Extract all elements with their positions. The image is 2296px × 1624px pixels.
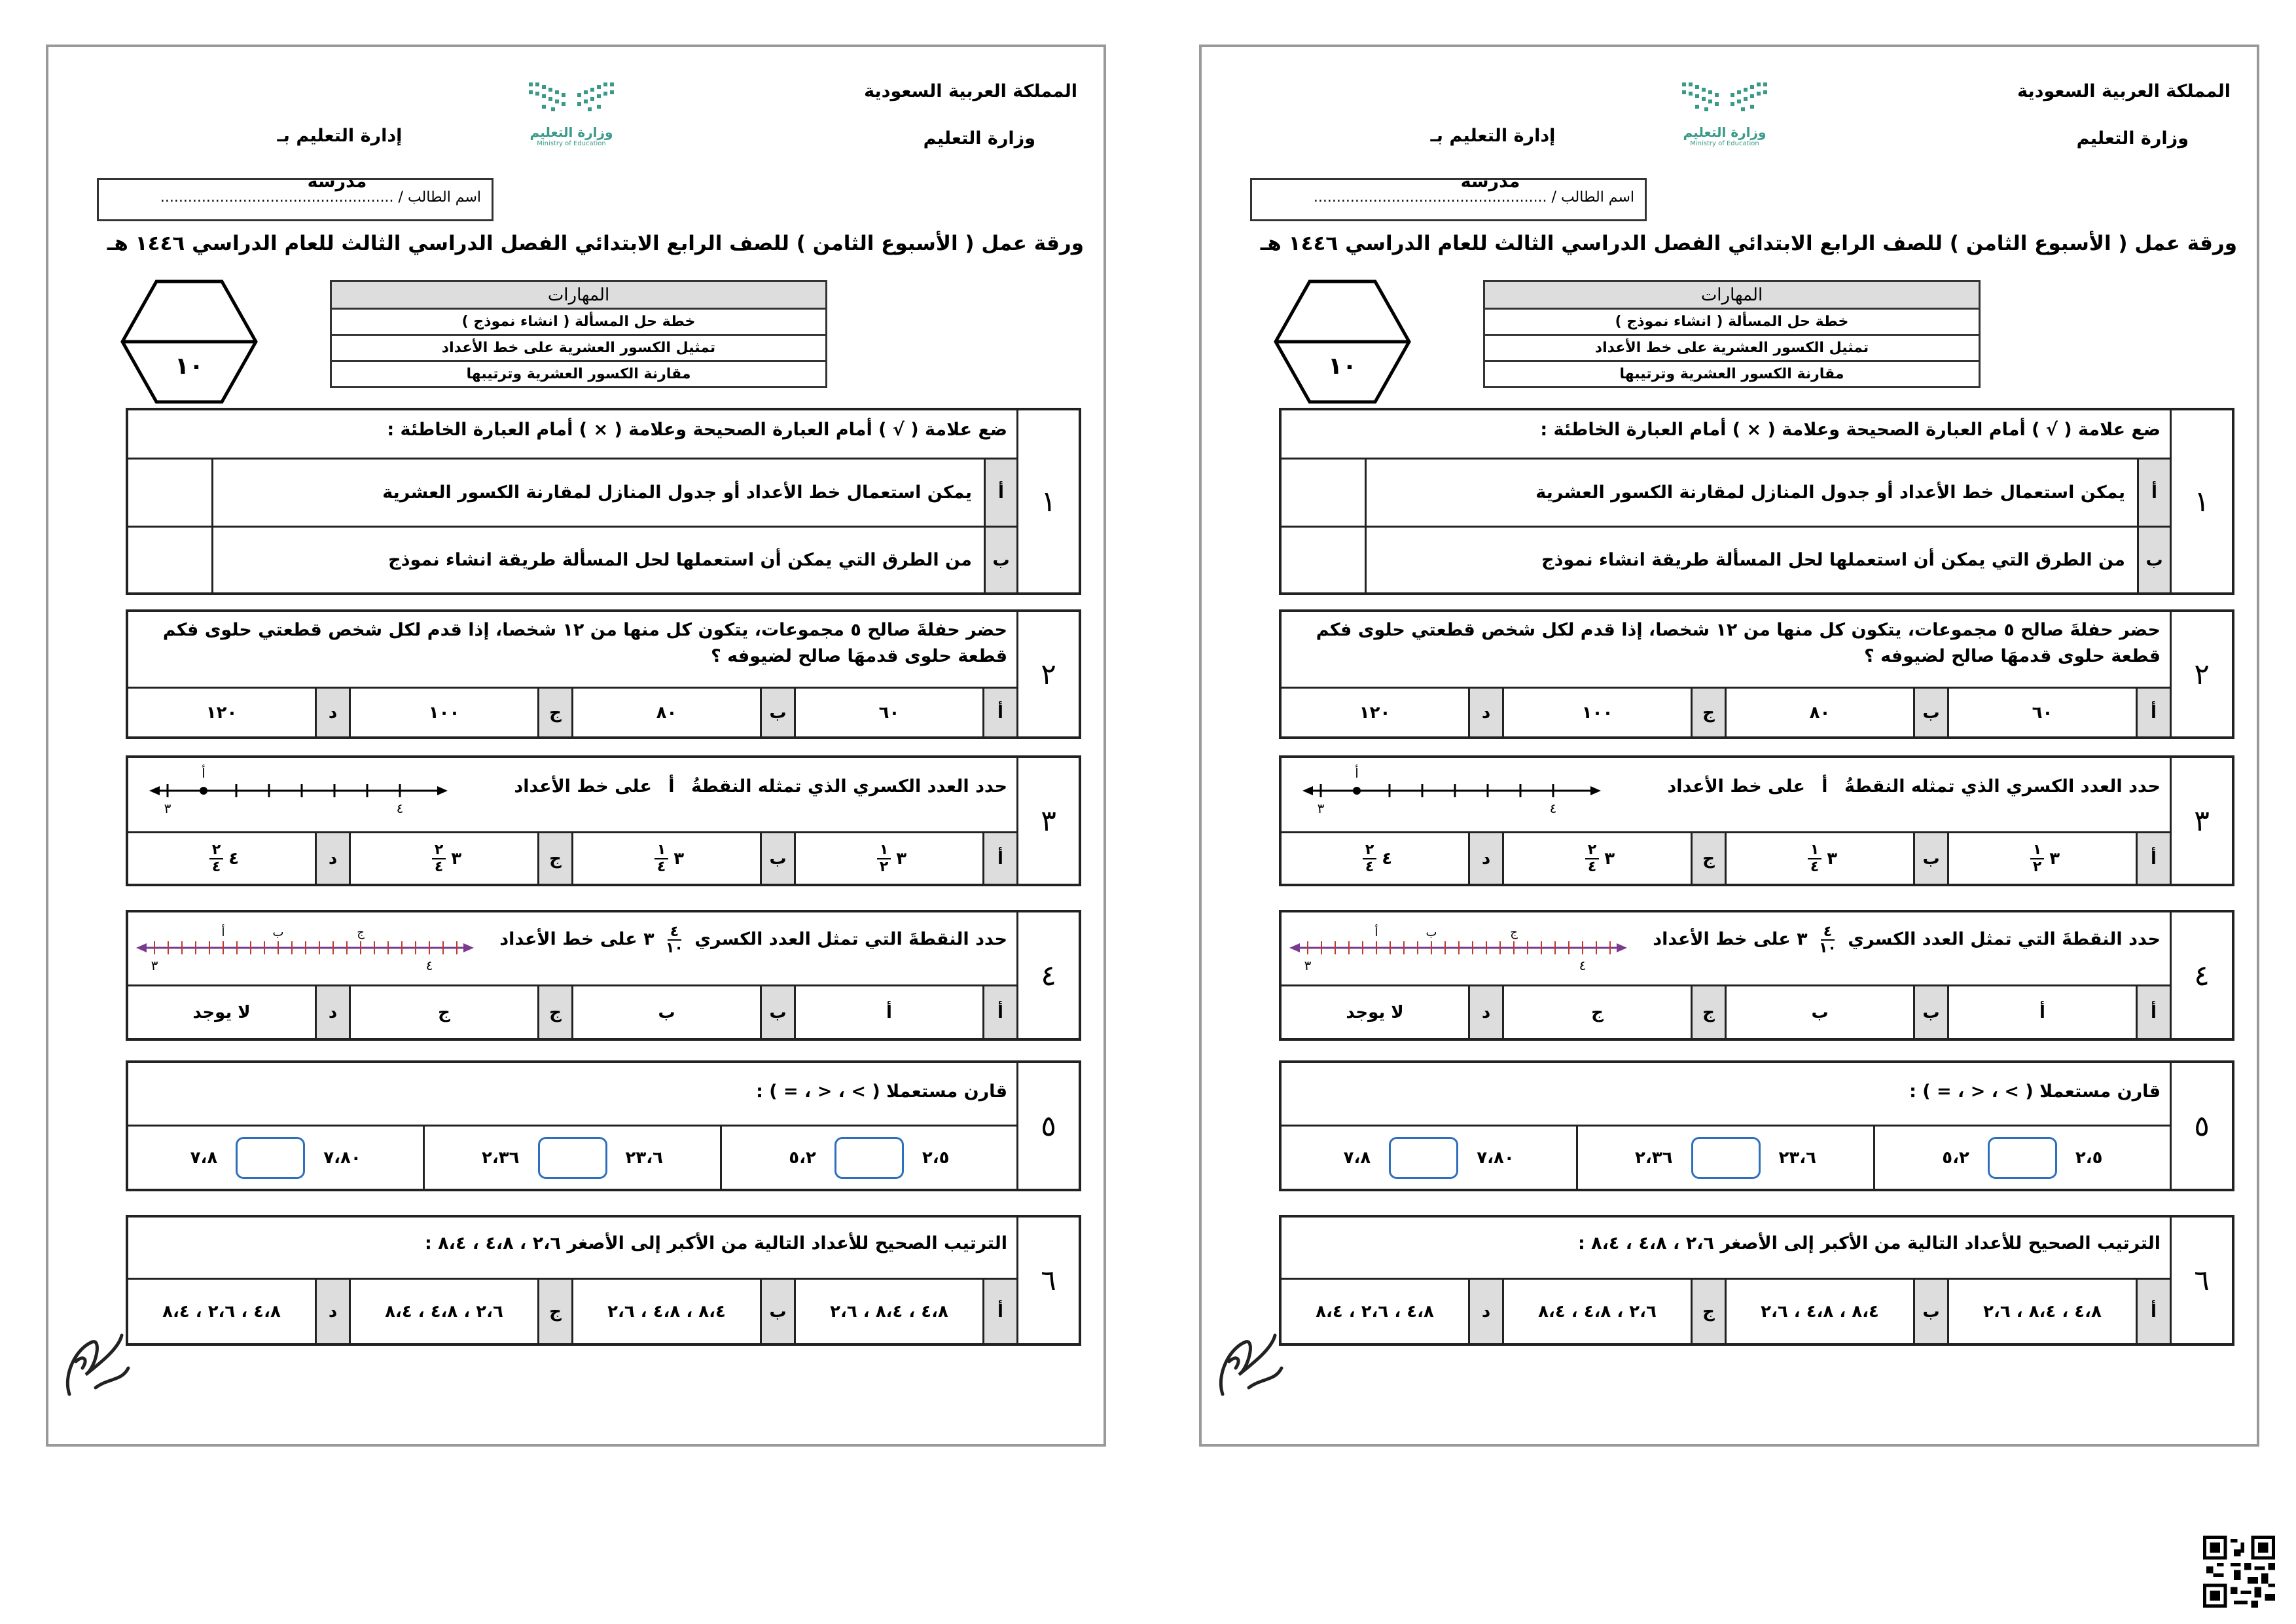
point-a-label: أ xyxy=(1355,765,1359,781)
ministry-logo xyxy=(522,76,620,148)
worksheet-page-left xyxy=(46,45,1106,1447)
option-c[interactable]: ١٠٠ xyxy=(1502,689,1691,736)
option-c[interactable]: ١٠٠ xyxy=(349,689,537,736)
fraction-numerator: ١ xyxy=(1808,842,1821,859)
skill-item: مقارنة الكسور العشرية وترتيبها xyxy=(1484,361,1980,388)
fraction xyxy=(655,842,668,874)
question-text-line: حضر حفلةَ صالح ٥ مجموعات، يتكون كل منها من ١٢ شخصا، إذا قدم لكل شخص قطعتي حلوى فكم xyxy=(162,620,1007,640)
question-6 xyxy=(1279,1215,2234,1346)
statement-text: يمكن استعمال خط الأعداد أو جدول المنازل لمقارنة الكسور العشرية xyxy=(211,460,984,526)
statement-text: من الطرق التي يمكن أن استعملها لحل المسألة طريقة انشاء نموذج xyxy=(211,528,984,592)
question-text-part: حدد النقطةَ التي تمثل العدد الكسري xyxy=(1848,929,2161,950)
school-label: مدرسة xyxy=(1460,171,1520,192)
option-c[interactable]: ج xyxy=(349,986,537,1038)
fraction xyxy=(432,842,446,874)
fraction xyxy=(877,842,891,874)
worksheet-page-right xyxy=(1199,45,2259,1447)
point-a-marker xyxy=(200,787,207,795)
question-4 xyxy=(126,910,1081,1041)
hexagon-shape xyxy=(1274,280,1411,404)
skills-header: المهارات xyxy=(1484,281,1980,309)
option-label: د xyxy=(1468,986,1502,1038)
answer-cell[interactable] xyxy=(1282,460,1365,526)
fraction-denominator: ٤ xyxy=(1365,858,1374,875)
compare-answer-box[interactable] xyxy=(1988,1137,2057,1179)
logo-english-text: Ministry of Education xyxy=(537,140,606,147)
hexagon-shape xyxy=(120,280,258,404)
skill-item: تمثيل الكسور العشرية على خط الأعداد xyxy=(1484,335,1980,361)
option-label: ج xyxy=(1691,833,1725,884)
question-6 xyxy=(126,1215,1081,1346)
options-row xyxy=(1282,984,2170,1038)
option-label: د xyxy=(1468,689,1502,736)
point-c-label: ج xyxy=(1510,926,1518,939)
option-b[interactable]: ب xyxy=(1725,986,1913,1038)
question-number: ١ xyxy=(1016,410,1079,592)
question-text-part: على خط الأعداد xyxy=(514,776,652,797)
point-a-label: أ xyxy=(221,926,225,939)
question-text: قارن مستعملا ( > ، < ، = ) : xyxy=(756,1081,1007,1102)
fraction-numerator: ٤ xyxy=(1821,924,1835,941)
option-label: ب xyxy=(760,689,794,736)
options-row xyxy=(128,831,1016,884)
option-label: ب xyxy=(2137,528,2170,592)
fraction xyxy=(2030,842,2044,874)
option-label: أ xyxy=(2136,986,2170,1038)
option-label: ب xyxy=(760,1280,794,1343)
logo-arabic-text: وزارة التعليم xyxy=(529,124,613,140)
option-label: د xyxy=(315,689,349,736)
fraction-numerator: ٤ xyxy=(668,924,681,941)
question-number: ٣ xyxy=(2170,758,2232,884)
compare-pair xyxy=(1282,1127,1576,1189)
question-1 xyxy=(126,408,1081,595)
compare-left: ٧،٨٠ xyxy=(323,1147,361,1168)
fraction-numerator: ١ xyxy=(655,842,668,859)
fraction-numerator: ٢ xyxy=(1363,842,1376,859)
question-1 xyxy=(1279,408,2234,595)
option-a[interactable]: ٤،٨ ، ٨،٤ ، ٢،٦ xyxy=(794,1280,982,1343)
compare-pair xyxy=(1873,1127,2170,1189)
option-a[interactable]: أ xyxy=(794,986,982,1038)
fraction xyxy=(1819,924,1837,956)
option-label: ج xyxy=(1691,1280,1725,1343)
ministry-logo-icon xyxy=(1676,76,1774,122)
skills-table xyxy=(330,280,827,388)
option-d[interactable]: لا يوجد xyxy=(1346,1002,1404,1022)
question-number: ٥ xyxy=(2170,1063,2232,1189)
compare-right: ٧،٨ xyxy=(1343,1147,1371,1168)
option-label: أ xyxy=(982,689,1016,736)
ministry-label: وزارة التعليم xyxy=(2076,128,2189,149)
option-d[interactable]: لا يوجد xyxy=(192,1002,251,1022)
option-b[interactable] xyxy=(1725,833,1913,884)
compare-left: ٢،٥ xyxy=(922,1147,950,1168)
point-label: أ xyxy=(668,776,675,797)
kingdom-label: المملكة العربية السعودية xyxy=(864,81,1077,101)
question-text-part: على خط الأعداد xyxy=(499,929,637,950)
compare-right: ٧،٨ xyxy=(190,1147,218,1168)
question-number: ٤ xyxy=(2170,912,2232,1038)
option-a[interactable]: أ xyxy=(1947,986,2136,1038)
mixed-whole: ٤ xyxy=(1382,848,1393,869)
compare-pair xyxy=(1576,1127,1873,1189)
option-b[interactable]: ب xyxy=(571,986,760,1038)
option-label: أ xyxy=(2136,1280,2170,1343)
question-text: قارن مستعملا ( > ، < ، = ) : xyxy=(1909,1081,2161,1102)
question-text xyxy=(128,612,1016,675)
question-text-part: حدد العدد الكسري الذي تمثله النقطةُ xyxy=(691,776,1007,797)
question-number: ٤ xyxy=(1016,912,1079,1038)
question-3 xyxy=(126,755,1081,886)
option-c[interactable]: ٢،٦ ، ٤،٨ ، ٨،٤ xyxy=(1502,1280,1691,1343)
option-label: ج xyxy=(537,1280,571,1343)
fraction-numerator: ٢ xyxy=(1585,842,1599,859)
fraction xyxy=(666,924,683,956)
compare-right: ٢،٣٦ xyxy=(1635,1147,1673,1168)
option-label: ج xyxy=(1691,986,1725,1038)
compare-left: ٧،٨٠ xyxy=(1477,1147,1515,1168)
compare-row xyxy=(1282,1125,2170,1189)
mixed-whole: ٣ xyxy=(2049,848,2060,869)
skill-item: خطة حل المسألة ( انشاء نموذج ) xyxy=(1484,309,1980,335)
compare-right: ٢،٣٦ xyxy=(482,1147,520,1168)
option-a[interactable]: ٦٠ xyxy=(1947,689,2136,736)
school-label: مدرسة xyxy=(307,171,367,192)
statement-text: من الطرق التي يمكن أن استعملها لحل المسألة طريقة انشاء نموذج xyxy=(1365,528,2137,592)
compare-left: ٢٣،٦ xyxy=(1778,1147,1816,1168)
skill-item: مقارنة الكسور العشرية وترتيبها xyxy=(331,361,827,388)
axis-label-end: ٤ xyxy=(425,958,433,973)
statement-row xyxy=(1282,526,2170,592)
mixed-whole: ٣ xyxy=(1797,929,1808,950)
option-b[interactable]: ٨٠ xyxy=(571,689,760,736)
mixed-whole: ٣ xyxy=(896,848,907,869)
question-text-part: على خط الأعداد xyxy=(1653,929,1791,950)
compare-answer-box[interactable] xyxy=(1691,1137,1761,1179)
score-box xyxy=(1274,280,1411,404)
fraction xyxy=(209,842,223,874)
option-label: ب xyxy=(984,528,1016,592)
answer-cell[interactable] xyxy=(128,528,211,592)
option-c[interactable]: ج xyxy=(1502,986,1691,1038)
option-label: د xyxy=(1468,833,1502,884)
fraction-denominator: ٤ xyxy=(1810,858,1820,875)
option-label: أ xyxy=(2137,460,2170,526)
option-c[interactable]: ٢،٦ ، ٤،٨ ، ٨،٤ xyxy=(349,1280,537,1343)
question-text-line: قطعة حلوى قدمهَا صالح لضيوفه ؟ xyxy=(1864,646,2161,666)
question-text: ضع علامة ( √ ) أمام العبارة الصحيحة وعلامة ( × ) أمام العبارة الخاطئة : xyxy=(1540,420,2161,440)
axis-label-end: ٤ xyxy=(1579,958,1587,973)
compare-answer-box[interactable] xyxy=(1389,1137,1458,1179)
option-label: ج xyxy=(537,833,571,884)
fraction-denominator: ١٠ xyxy=(666,940,683,957)
option-a[interactable]: ٤،٨ ، ٨،٤ ، ٢،٦ xyxy=(1947,1280,2136,1343)
fraction-numerator: ١ xyxy=(877,842,891,859)
question-text: ضع علامة ( √ ) أمام العبارة الصحيحة وعلامة ( × ) أمام العبارة الخاطئة : xyxy=(387,420,1007,440)
option-label: ب xyxy=(1913,1280,1947,1343)
option-c[interactable] xyxy=(349,833,537,884)
worksheet-title: ورقة عمل ( الأسبوع الثامن ) للصف الرابع الابتدائي الفصل الدراسي الثالث للعام الدراسي ١٤٤٦ هـ xyxy=(107,232,1084,255)
fraction-denominator: ٢ xyxy=(2032,858,2042,875)
option-d[interactable]: ١٢٠ xyxy=(1359,702,1391,723)
compare-pair xyxy=(423,1127,719,1189)
skills-table xyxy=(1483,280,1981,388)
number-line-q3 xyxy=(148,763,449,822)
edu-admin-label: إدارة التعليم بـ xyxy=(277,126,403,146)
option-b[interactable]: ٨،٤ ، ٤،٨ ، ٢،٦ xyxy=(571,1280,760,1343)
fraction-numerator: ٢ xyxy=(432,842,446,859)
point-label: أ xyxy=(1821,776,1828,797)
skills-header: المهارات xyxy=(331,281,827,309)
signature-icon xyxy=(1210,1322,1295,1414)
option-label: ب xyxy=(760,833,794,884)
option-label: د xyxy=(315,833,349,884)
point-b-label: ب xyxy=(1426,926,1437,939)
signature-icon xyxy=(56,1322,141,1414)
statement-row xyxy=(128,526,1016,592)
question-4 xyxy=(1279,910,2234,1041)
fraction-denominator: ٤ xyxy=(211,858,221,875)
fraction-numerator: ١ xyxy=(2030,842,2044,859)
student-name-field[interactable]: اسم الطالب / ................................................... xyxy=(1250,178,1647,221)
question-number: ١ xyxy=(2170,410,2232,592)
statement-text: يمكن استعمال خط الأعداد أو جدول المنازل لمقارنة الكسور العشرية xyxy=(1365,460,2137,526)
question-text-part: حدد العدد الكسري الذي تمثله النقطةُ xyxy=(1844,776,2161,797)
question-2 xyxy=(126,609,1081,739)
compare-row xyxy=(128,1125,1016,1189)
compare-right: ٥،٢ xyxy=(1942,1147,1969,1168)
logo-arabic-text: وزارة التعليم xyxy=(1683,124,1767,140)
question-2 xyxy=(1279,609,2234,739)
option-d[interactable]: ١٢٠ xyxy=(206,702,238,723)
question-3 xyxy=(1279,755,2234,886)
option-label: د xyxy=(315,1280,349,1343)
axis-label-end: ٤ xyxy=(396,801,404,816)
fraction-denominator: ١٠ xyxy=(1819,940,1837,957)
option-label: أ xyxy=(982,833,1016,884)
number-line-q3 xyxy=(1301,763,1602,822)
question-text-line: حضر حفلةَ صالح ٥ مجموعات، يتكون كل منها من ١٢ شخصا، إذا قدم لكل شخص قطعتي حلوى فكم xyxy=(1316,620,2161,640)
point-c-label: ج xyxy=(357,926,365,939)
option-b[interactable] xyxy=(571,833,760,884)
question-number: ٢ xyxy=(2170,612,2232,736)
point-a-label: أ xyxy=(1374,926,1378,939)
question-text-line: قطعة حلوى قدمهَا صالح لضيوفه ؟ xyxy=(711,646,1007,666)
mixed-whole: ٣ xyxy=(643,929,655,950)
question-number: ٦ xyxy=(2170,1218,2232,1343)
score-value: ١٠ xyxy=(1328,353,1357,380)
option-label: أ xyxy=(2136,833,2170,884)
option-label: أ xyxy=(982,1280,1016,1343)
axis-label-start: ٣ xyxy=(164,801,171,816)
option-b[interactable]: ٨٠ xyxy=(1725,689,1913,736)
option-label: د xyxy=(1468,1280,1502,1343)
fraction-denominator: ٤ xyxy=(434,858,444,875)
score-box xyxy=(120,280,258,404)
statement-row xyxy=(1282,458,2170,526)
option-label: ب xyxy=(1913,833,1947,884)
options-row xyxy=(128,687,1016,736)
option-d[interactable]: ٤،٨ ، ٢،٦ ، ٨،٤ xyxy=(162,1301,281,1322)
option-a[interactable] xyxy=(794,833,982,884)
question-number: ٥ xyxy=(1016,1063,1079,1189)
compare-left: ٢،٥ xyxy=(2075,1147,2103,1168)
skill-item: خطة حل المسألة ( انشاء نموذج ) xyxy=(331,309,827,335)
option-label: أ xyxy=(982,986,1016,1038)
axis-label-start: ٣ xyxy=(1304,958,1312,973)
mixed-whole: ٣ xyxy=(673,848,685,869)
logo-english-text: Ministry of Education xyxy=(1690,140,1759,147)
question-5 xyxy=(1279,1060,2234,1191)
options-row xyxy=(128,1278,1016,1343)
options-row xyxy=(1282,1278,2170,1343)
question-text: الترتيب الصحيح للأعداد التالية من الأكبر إلى الأصغر ٢،٦ ، ٤،٨ ، ٨،٤ : xyxy=(424,1233,1007,1254)
answer-cell[interactable] xyxy=(128,460,211,526)
question-number: ٣ xyxy=(1016,758,1079,884)
options-row xyxy=(1282,687,2170,736)
option-label: ب xyxy=(1913,986,1947,1038)
fraction xyxy=(1808,842,1821,874)
point-a-marker xyxy=(1353,787,1361,795)
axis-label-start: ٣ xyxy=(151,958,158,973)
question-text-part: حدد النقطةَ التي تمثل العدد الكسري xyxy=(694,929,1007,950)
compare-pair xyxy=(720,1127,1016,1189)
compare-answer-box[interactable] xyxy=(538,1137,607,1179)
score-value: ١٠ xyxy=(175,353,204,380)
ministry-label: وزارة التعليم xyxy=(923,128,1035,149)
fraction xyxy=(1363,842,1376,874)
option-d[interactable] xyxy=(1282,833,1468,884)
option-d[interactable] xyxy=(128,833,315,884)
compare-right: ٥،٢ xyxy=(789,1147,816,1168)
fraction xyxy=(1585,842,1599,874)
options-row xyxy=(1282,831,2170,884)
mixed-whole: ٤ xyxy=(228,848,240,869)
option-label: أ xyxy=(984,460,1016,526)
option-label: ج xyxy=(537,689,571,736)
option-label: ج xyxy=(1691,689,1725,736)
qr-code-icon xyxy=(2203,1536,2275,1608)
kingdom-label: المملكة العربية السعودية xyxy=(2017,81,2231,101)
option-label: ب xyxy=(1913,689,1947,736)
fraction-denominator: ٤ xyxy=(656,858,666,875)
option-b[interactable]: ٨،٤ ، ٤،٨ ، ٢،٦ xyxy=(1725,1280,1913,1343)
point-a-label: أ xyxy=(202,765,206,781)
fraction-denominator: ٤ xyxy=(1587,858,1597,875)
ministry-logo xyxy=(1676,76,1774,148)
question-number: ٢ xyxy=(1016,612,1079,736)
question-text: الترتيب الصحيح للأعداد التالية من الأكبر إلى الأصغر ٢،٦ ، ٤،٨ ، ٨،٤ : xyxy=(1577,1233,2161,1254)
fraction-numerator: ٢ xyxy=(209,842,223,859)
axis-label-start: ٣ xyxy=(1317,801,1325,816)
option-c[interactable] xyxy=(1502,833,1691,884)
number-line-q4 xyxy=(1288,918,1628,977)
options-row xyxy=(128,984,1016,1038)
number-line-q4 xyxy=(135,918,475,977)
option-a[interactable]: ٦٠ xyxy=(794,689,982,736)
option-label: أ xyxy=(2136,689,2170,736)
mixed-whole: ٣ xyxy=(1827,848,1838,869)
compare-left: ٢٣،٦ xyxy=(625,1147,663,1168)
compare-pair xyxy=(128,1127,423,1189)
compare-answer-box[interactable] xyxy=(236,1137,305,1179)
statement-row xyxy=(128,458,1016,526)
question-text xyxy=(1282,612,2170,675)
edu-admin-label: إدارة التعليم بـ xyxy=(1430,126,1556,146)
mixed-whole: ٣ xyxy=(1604,848,1615,869)
axis-label-end: ٤ xyxy=(1549,801,1557,816)
question-text-part: على خط الأعداد xyxy=(1667,776,1805,797)
worksheet-title: ورقة عمل ( الأسبوع الثامن ) للصف الرابع الابتدائي الفصل الدراسي الثالث للعام الدراسي ١٤٤٦ هـ xyxy=(1260,232,2237,255)
mixed-whole: ٣ xyxy=(451,848,462,869)
question-number: ٦ xyxy=(1016,1218,1079,1343)
option-d[interactable]: ٤،٨ ، ٢،٦ ، ٨،٤ xyxy=(1316,1301,1434,1322)
student-name-field[interactable]: اسم الطالب / ................................................... xyxy=(97,178,493,221)
question-5 xyxy=(126,1060,1081,1191)
compare-answer-box[interactable] xyxy=(834,1137,904,1179)
point-b-label: ب xyxy=(272,926,284,939)
ministry-logo-icon xyxy=(522,76,620,122)
option-label: ج xyxy=(537,986,571,1038)
answer-cell[interactable] xyxy=(1282,528,1365,592)
option-a[interactable] xyxy=(1947,833,2136,884)
skill-item: تمثيل الكسور العشرية على خط الأعداد xyxy=(331,335,827,361)
fraction-denominator: ٢ xyxy=(879,858,889,875)
option-label: ب xyxy=(760,986,794,1038)
option-label: د xyxy=(315,986,349,1038)
